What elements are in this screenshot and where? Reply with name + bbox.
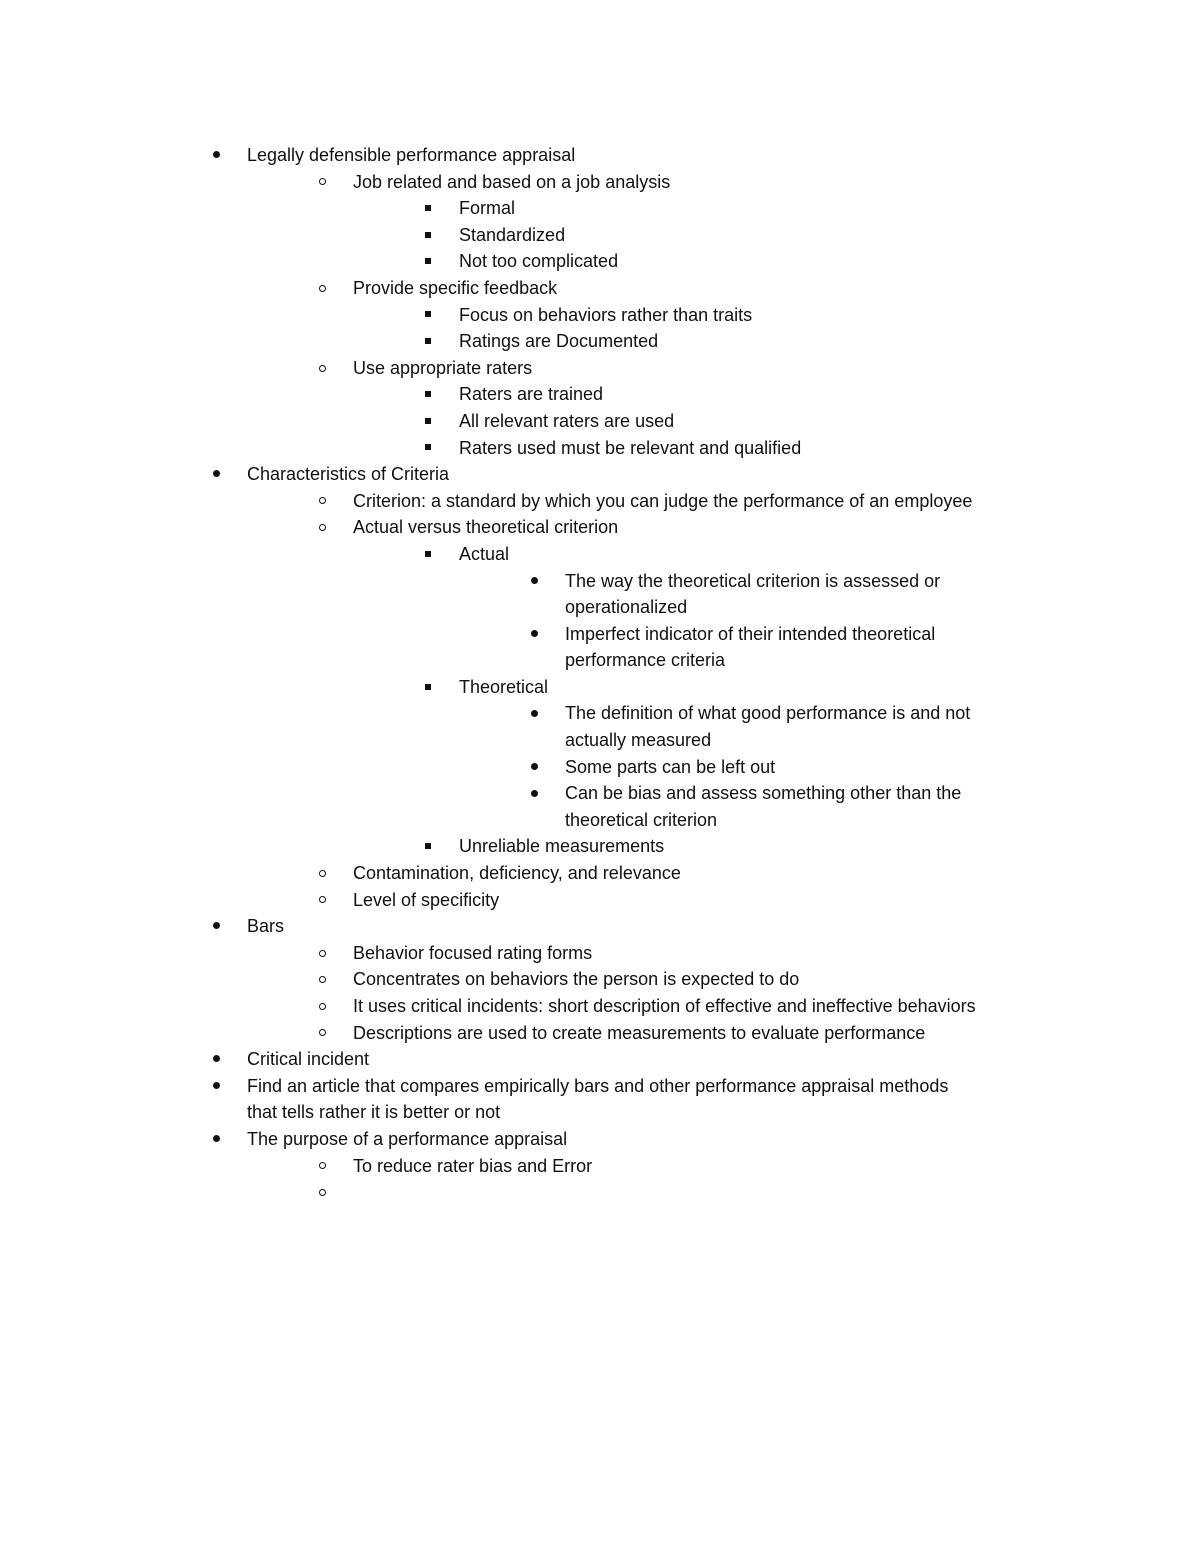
bullet-dot-icon bbox=[526, 621, 542, 648]
outline-item-level-4 bbox=[0, 700, 1200, 727]
bullet-circle-icon bbox=[314, 488, 330, 515]
bullet-square-icon bbox=[420, 541, 436, 568]
outline-item-text: Behavior focused rating forms bbox=[353, 942, 593, 963]
outline-item-level-1 bbox=[0, 913, 1200, 940]
outline-item-level-4 bbox=[0, 621, 1200, 648]
outline-item-level-1 bbox=[0, 461, 1200, 488]
outline-item-text: Characteristics of Criteria bbox=[247, 464, 450, 485]
outline-item-text: The way the theoretical criterion is assessed or bbox=[565, 570, 941, 591]
outline-item-text: Actual bbox=[459, 543, 510, 564]
bullet-circle-icon bbox=[314, 1020, 330, 1047]
outline-item-level-4 bbox=[0, 807, 1200, 834]
bullet-dot-icon bbox=[208, 1126, 224, 1153]
outline-item-text: Job related and based on a job analysis bbox=[353, 171, 671, 192]
outline-item-text: Descriptions are used to create measurements to evaluate performance bbox=[353, 1022, 926, 1043]
outline-item-level-3 bbox=[0, 674, 1200, 701]
outline-item-level-2 bbox=[0, 275, 1200, 302]
bullet-circle-icon bbox=[314, 355, 330, 382]
outline-item-text: Concentrates on behaviors the person is expected to do bbox=[353, 969, 800, 990]
outline-item-level-3 bbox=[0, 541, 1200, 568]
outline-item-text: performance criteria bbox=[565, 650, 726, 671]
outline-item-text: Contamination, deficiency, and relevance bbox=[353, 863, 681, 884]
bullet-square-icon bbox=[420, 248, 436, 275]
outline-item-text: Provide specific feedback bbox=[353, 277, 558, 298]
outline-item-text: Unreliable measurements bbox=[459, 836, 665, 857]
bullet-dot-icon bbox=[208, 142, 224, 169]
bullet-dot-icon bbox=[526, 568, 542, 595]
outline-item-level-1 bbox=[0, 1046, 1200, 1073]
outline-item-level-3 bbox=[0, 248, 1200, 275]
outline-item-text: operationalized bbox=[565, 597, 688, 618]
outline-item-text: Ratings are Documented bbox=[459, 331, 659, 352]
bullet-circle-icon bbox=[314, 275, 330, 302]
outline-item-text: that tells rather it is better or not bbox=[247, 1102, 501, 1123]
outline-item-level-3 bbox=[0, 328, 1200, 355]
outline-item-level-1 bbox=[0, 1073, 1200, 1100]
outline-item-level-2 bbox=[0, 1153, 1200, 1180]
outline-item-text: To reduce rater bias and Error bbox=[353, 1155, 593, 1176]
outline-item-level-3 bbox=[0, 302, 1200, 329]
outline-item-level-2 bbox=[0, 1020, 1200, 1047]
outline-item-text: Actual versus theoretical criterion bbox=[353, 517, 619, 538]
bullet-circle-icon bbox=[314, 993, 330, 1020]
outline-item-text: Raters used must be relevant and qualified bbox=[459, 437, 802, 458]
outline-item-level-3 bbox=[0, 833, 1200, 860]
bullet-circle-icon bbox=[314, 860, 330, 887]
outline-item-text: theoretical criterion bbox=[565, 809, 718, 830]
bullet-circle-icon bbox=[314, 1153, 330, 1180]
bullet-square-icon bbox=[420, 408, 436, 435]
bullet-square-icon bbox=[420, 302, 436, 329]
bullet-dot-icon bbox=[526, 780, 542, 807]
outline-item-text: Imperfect indicator of their intended theoretical bbox=[565, 623, 936, 644]
bullet-square-icon bbox=[420, 435, 436, 462]
outline-item-text: The definition of what good performance is and not bbox=[565, 703, 971, 724]
outline-item-text: All relevant raters are used bbox=[459, 410, 675, 431]
outline-item-level-2 bbox=[0, 860, 1200, 887]
outline-item-level-2 bbox=[0, 1179, 1200, 1206]
bullet-circle-icon bbox=[314, 1179, 330, 1206]
outline-item-level-2 bbox=[0, 993, 1200, 1020]
outline-item-text: Focus on behaviors rather than traits bbox=[459, 304, 753, 325]
outline-item-level-4 bbox=[0, 594, 1200, 621]
outline-item-level-1 bbox=[0, 142, 1200, 169]
outline-item-text: Formal bbox=[459, 198, 516, 219]
outline-item-level-2 bbox=[0, 488, 1200, 515]
bullet-dot-icon bbox=[208, 461, 224, 488]
outline-item-level-2 bbox=[0, 940, 1200, 967]
bullet-circle-icon bbox=[314, 169, 330, 196]
bullet-circle-icon bbox=[314, 966, 330, 993]
bullet-square-icon bbox=[420, 674, 436, 701]
outline-item-text: Standardized bbox=[459, 224, 566, 245]
outline-item-level-1 bbox=[0, 1099, 1200, 1126]
outline-item-text: Not too complicated bbox=[459, 251, 619, 272]
outline-item-text: Theoretical bbox=[459, 676, 549, 697]
outline-item-level-2 bbox=[0, 887, 1200, 914]
bullet-dot-icon bbox=[526, 700, 542, 727]
outline-item-text: Find an article that compares empirically bars and other performance appraisal methods bbox=[247, 1075, 949, 1096]
outline-item-level-2 bbox=[0, 169, 1200, 196]
bullet-circle-icon bbox=[314, 887, 330, 914]
outline-item-text: The purpose of a performance appraisal bbox=[247, 1128, 568, 1149]
outline-item-level-4 bbox=[0, 754, 1200, 781]
outline-item-level-4 bbox=[0, 568, 1200, 595]
bullet-square-icon bbox=[420, 833, 436, 860]
outline-item-level-3 bbox=[0, 408, 1200, 435]
outline-item-level-4 bbox=[0, 647, 1200, 674]
outline-item-text: It uses critical incidents: short description of effective and ineffective behaviors bbox=[353, 996, 976, 1016]
outline-item-text: Bars bbox=[247, 916, 285, 937]
bullet-circle-icon bbox=[314, 514, 330, 541]
outline-item-level-2 bbox=[0, 514, 1200, 541]
bullet-square-icon bbox=[420, 328, 436, 355]
bullet-dot-icon bbox=[208, 1073, 224, 1100]
outline-item-text: Some parts can be left out bbox=[565, 756, 776, 777]
bullet-square-icon bbox=[420, 195, 436, 222]
outline-item-text: Raters are trained bbox=[459, 384, 604, 405]
outline-item-level-2 bbox=[0, 355, 1200, 382]
outline-item-text: Can be bias and assess something other than the bbox=[565, 783, 962, 804]
outline-item-text: Use appropriate raters bbox=[353, 357, 533, 378]
outline-item-level-2 bbox=[0, 966, 1200, 993]
bullet-dot-icon bbox=[208, 913, 224, 940]
outline-item-text: Criterion: a standard by which you can judge the performance of an employee bbox=[353, 490, 973, 511]
bullet-square-icon bbox=[420, 222, 436, 249]
bullet-square-icon bbox=[420, 381, 436, 408]
bullet-dot-icon bbox=[208, 1046, 224, 1073]
bullet-dot-icon bbox=[526, 754, 542, 781]
bullet-circle-icon bbox=[314, 940, 330, 967]
outline-item-level-1 bbox=[0, 1126, 1200, 1153]
outline-item-text: Legally defensible performance appraisal bbox=[247, 145, 576, 165]
outline-item-level-4 bbox=[0, 727, 1200, 754]
outline-item-text: Level of specificity bbox=[353, 889, 500, 910]
outline-item-level-3 bbox=[0, 381, 1200, 408]
document-page bbox=[0, 142, 1200, 1206]
outline-item-level-4 bbox=[0, 780, 1200, 807]
outline-item-text: Critical incident bbox=[247, 1049, 370, 1070]
outline-item-level-3 bbox=[0, 222, 1200, 249]
outline-item-level-3 bbox=[0, 195, 1200, 222]
outline-item-text: actually measured bbox=[565, 730, 712, 751]
outline-item-level-3 bbox=[0, 435, 1200, 462]
